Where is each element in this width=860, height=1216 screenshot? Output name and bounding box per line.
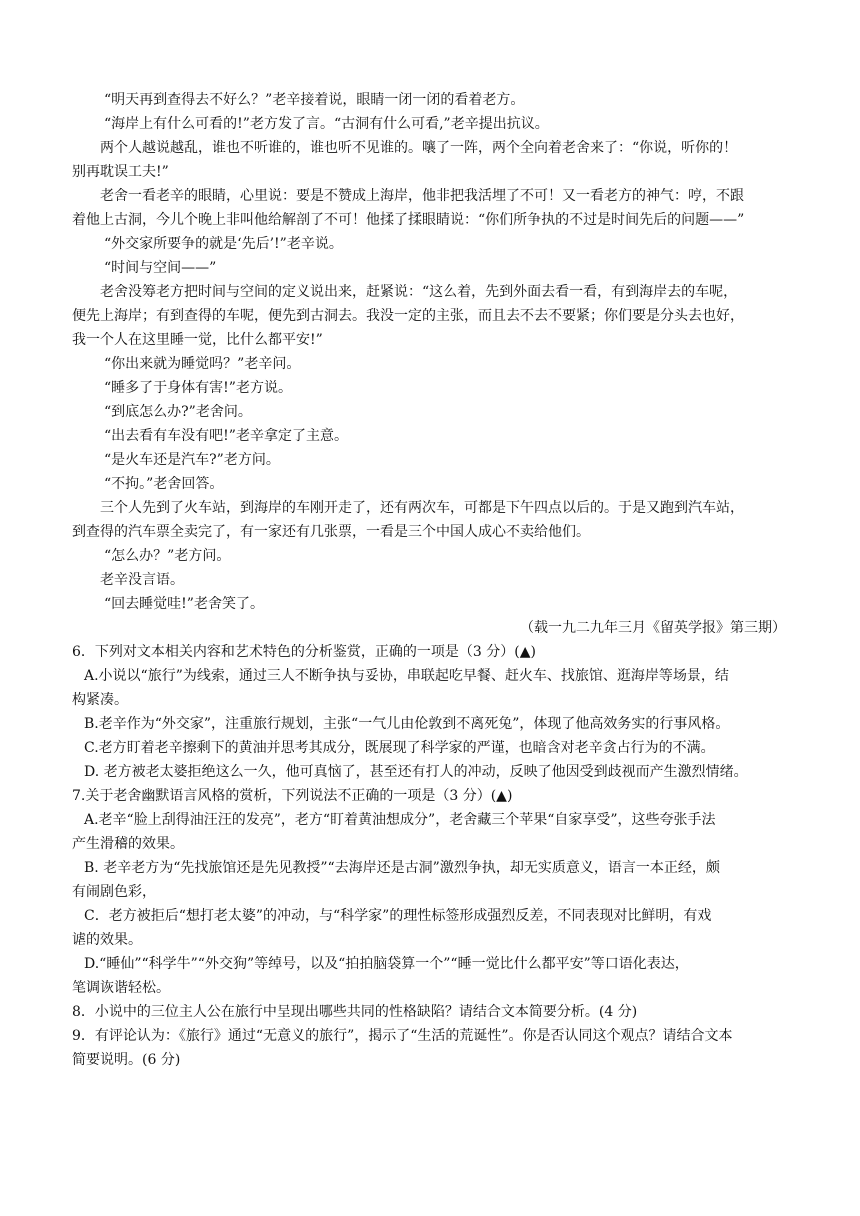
question-9: 9．有评论认为：《旅行》通过“无意义的旅行”，揭示了“生活的荒诞性”。你是否认同这个观点？请结合文本: [72, 1028, 733, 1044]
question-8: 8．小说中的三位主人公在旅行中呈现出哪些共同的性格缺陷？请结合文本简要分析。(4 分): [72, 1004, 638, 1020]
passage-line: “睡多了于身体有害!”老方说。: [104, 380, 292, 396]
passage-line: 我一个人在这里睡一觉，比什么都平安!”: [72, 332, 323, 348]
question-6-option-d: D. 老方被老太婆拒绝这么一久，他可真恼了，甚至还有打人的冲动，反映了他因受到歧视而产生激烈情绪。: [84, 764, 748, 780]
passage-line: “怎么办？”老方问。: [104, 548, 231, 564]
passage-line: “外交家所要争的就是‘先后’!”老辛说。: [104, 236, 343, 252]
question-7-option-d: D.“睡仙”“科学牛”“外交狗”等绰号，以及“拍拍脑袋算一个”“睡一觉比什么都平安”等口语化表达，: [84, 956, 689, 972]
passage-line: 着他上古洞，今儿个晚上非叫他给解剖了不可！他揉了揉眼睛说：“你们所争执的不过是时间先后的问题——”: [72, 212, 745, 228]
passage-line: 老舍没筹老方把时间与空间的定义说出来，赶紧说：“这么着，先到外面去看一看，有到海岸去的车呢，: [100, 284, 738, 300]
question-7-option-c: C．老方被拒后“想打老太婆”的冲动，与“科学家”的理性标签形成强烈反差，不同表现对比鲜明，有戏: [84, 908, 712, 924]
passage-line: “是火车还是汽车?”老方问。: [104, 452, 280, 468]
passage-line: 三个人先到了火车站，到海岸的车刚开走了，还有两次车，可都是下午四点以后的。于是又跑到汽车站，: [100, 500, 744, 516]
passage-line: 两个人越说越乱，谁也不听谁的，谁也听不见谁的。嚷了一阵，两个全向着老舍来了：“你说，听你的！: [100, 140, 738, 156]
passage-line: 老辛没言语。: [100, 572, 184, 588]
passage-line: “出去看有车没有吧!”老辛拿定了主意。: [104, 428, 348, 444]
passage-line: 老舍一看老辛的眼睛，心里说：要是不赞成上海岸，他非把我活埋了不可！又一看老方的神气：哼，不跟: [100, 188, 744, 204]
question-7-option-b: B. 老辛老方为“先找旅馆还是先见教授”“去海岸还是古洞”激烈争执，却无实质意义，语言一本正经，颇: [84, 860, 720, 876]
passage-line: “海岸上有什么可看的!”老方发了言。“古洞有什么可看,”老辛提出抗议。: [104, 116, 549, 132]
source-citation: （载一九二九年三月《留英学报》第三期）: [520, 620, 786, 636]
question-7-option-a: A.老辛“脸上刮得油汪汪的发亮”，老方“盯着黄油想成分”，老舍藏三个苹果“自家享受”，这些夸张手法: [84, 812, 716, 828]
passage-line: “回去睡觉哇!”老舍笑了。: [104, 596, 264, 612]
passage: [0, 88, 860, 1072]
passage-line: 到查得的汽车票全卖完了，有一家还有几张票，一看是三个中国人成心不卖给他们。: [72, 524, 590, 540]
passage-line: “时间与空间——”: [104, 260, 217, 276]
question-9-cont: 简要说明。(6 分): [72, 1052, 181, 1068]
question-7-option-d-cont: 笔调诙谐轻松。: [72, 980, 170, 996]
question-6-option-c: C.老方盯着老辛擦剩下的黄油并思考其成分，既展现了科学家的严谨，也暗含对老辛贪占行为的不满。: [84, 740, 715, 756]
question-6-stem: 6．下列对文本相关内容和艺术特色的分析鉴赏，正确的一项是（3 分）(▲): [72, 644, 536, 660]
passage-line: 别再耽误工夫!”: [72, 164, 169, 180]
passage-line: “你出来就为睡觉吗？”老辛问。: [104, 356, 301, 372]
passage-line: 便先上海岸；有到查得的车呢，便先到古洞去。我没一定的主张，而且去不去不要紧；你们要是分头去也好，: [72, 308, 744, 324]
question-6-option-a: A.小说以“旅行”为线索，通过三人不断争执与妥协，串联起吃早餐、赶火车、找旅馆、逛海岸等场景，结: [84, 668, 729, 684]
question-7-option-c-cont: 谑的效果。: [72, 932, 142, 948]
question-6-option-b: B.老辛作为“外交家”，注重旅行规划，主张“一气儿由伦敦到不离死兔”，体现了他高效务实的行事风格。: [84, 716, 730, 732]
passage-line: “到底怎么办?”老舍问。: [104, 404, 252, 420]
question-6-option-a-cont: 构紧凑。: [72, 692, 128, 708]
question-7-option-a-cont: 产生滑稽的效果。: [72, 836, 184, 852]
passage-line: “明天再到查得去不好么？”老辛接着说，眼睛一闭一闭的看着老方。: [104, 92, 525, 108]
question-7-option-b-cont: 有闹剧色彩，: [72, 884, 156, 900]
question-7-stem: 7.关于老舍幽默语言风格的赏析，下列说法不正确的一项是（3 分）(▲): [72, 788, 513, 804]
passage-line: “不拘。”老舍回答。: [104, 476, 224, 492]
